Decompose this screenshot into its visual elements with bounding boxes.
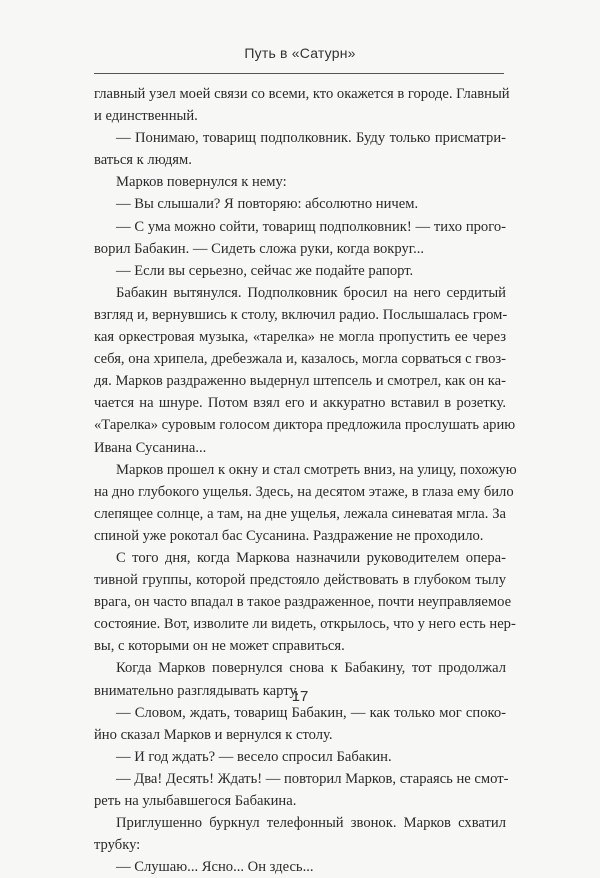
header-rule xyxy=(94,73,504,74)
text-line: главный узел моей связи со всеми, кто окажется в городе. Главный xyxy=(94,86,510,102)
text-line: вы, с которыми он не может справиться. xyxy=(94,638,345,655)
text-line: «Тарелка» суровым голосом диктора предложила прослушать арию xyxy=(94,417,516,434)
text-line: на дно глубокого ущелья. Здесь, на десятом этаже, в глаза ему било xyxy=(94,483,514,500)
text-line: слепящее солнце, а там, на дне ущелья, лежала синеватая мгла. За xyxy=(94,505,506,522)
text-line: ваться к людям. xyxy=(94,152,192,169)
text-line: тивной группы, которой предстояло действовать в глубоком тылу xyxy=(94,572,506,589)
text-line: себя, она хрипела, дребезжала и, казалось, могла сорваться с гвоз- xyxy=(94,351,506,368)
text-line: — Понимаю, товарищ подполковник. Буду только присматри- xyxy=(116,130,506,147)
text-line: и единственный. xyxy=(94,108,198,125)
text-line: Марков повернулся к нему: xyxy=(116,174,287,191)
text-line: — Вы слышали? Я повторяю: абсолютно ничем. xyxy=(116,196,419,213)
running-title: Путь в «Сатурн» xyxy=(244,45,356,61)
text-line: дя. Марков раздраженно выдернул штепсель и смотрел, как он ка- xyxy=(94,373,506,390)
text-line: — Если вы серьезно, сейчас же подайте рапорт. xyxy=(116,262,414,279)
text-line: — Два! Десять! Ждать! — повторил Марков, стараясь не смот- xyxy=(116,770,509,787)
text-line: спиной уже рокотал бас Сусанина. Раздражение не проходило. xyxy=(94,527,484,544)
text-line: Марков прошел к окну и стал смотреть вниз, на улицу, похожую xyxy=(116,461,517,478)
text-line: врага, он часто впадал в такое раздраженное, почти неуправляемое xyxy=(94,594,512,611)
text-line: Когда Марков повернулся снова к Бабакину, тот продолжал xyxy=(116,660,506,677)
text-line: йно сказал Марков и вернулся к столу. xyxy=(94,726,333,743)
text-line: взгляд и, вернувшись к столу, включил радио. Послышалась гром- xyxy=(94,306,508,323)
text-line: состояние. Вот, изволите ли видеть, открылось, что у него есть нер- xyxy=(94,616,516,633)
text-line: Бабакин вытянулся. Подполковник бросил на него сердитый xyxy=(116,284,506,301)
text-line: — С ума можно сойти, товарищ подполковник! — тихо прого- xyxy=(116,218,506,235)
text-line: — Слушаю... Ясно... Он здесь... xyxy=(116,859,314,876)
body-text xyxy=(94,83,517,878)
page-number: 17 xyxy=(291,688,309,705)
text-line: чается на шнуре. Потом взял его и аккуратно вставил в розетку. xyxy=(94,395,506,412)
text-line: кая оркестровая музыка, «тарелка» не могла пропустить ее через xyxy=(94,329,506,346)
text-line: Приглушенно буркнул телефонный звонок. Марков схватил xyxy=(116,815,506,832)
text-line: трубку: xyxy=(94,837,141,854)
text-line: — И год ждать? — весело спросил Бабакин. xyxy=(116,748,392,765)
text-line: С того дня, когда Маркова назначили руководителем опера- xyxy=(116,549,506,566)
text-line: реть на улыбавшегося Бабакина. xyxy=(94,793,297,809)
text-line: Ивана Сусанина... xyxy=(94,439,207,456)
text-line: ворил Бабакин. — Сидеть сложа руки, когда вокруг... xyxy=(94,240,425,257)
text-line: — Словом, ждать, товарищ Бабакин, — как только мог споко- xyxy=(116,704,506,721)
text-line: внимательно разглядывать карту. xyxy=(94,682,299,699)
